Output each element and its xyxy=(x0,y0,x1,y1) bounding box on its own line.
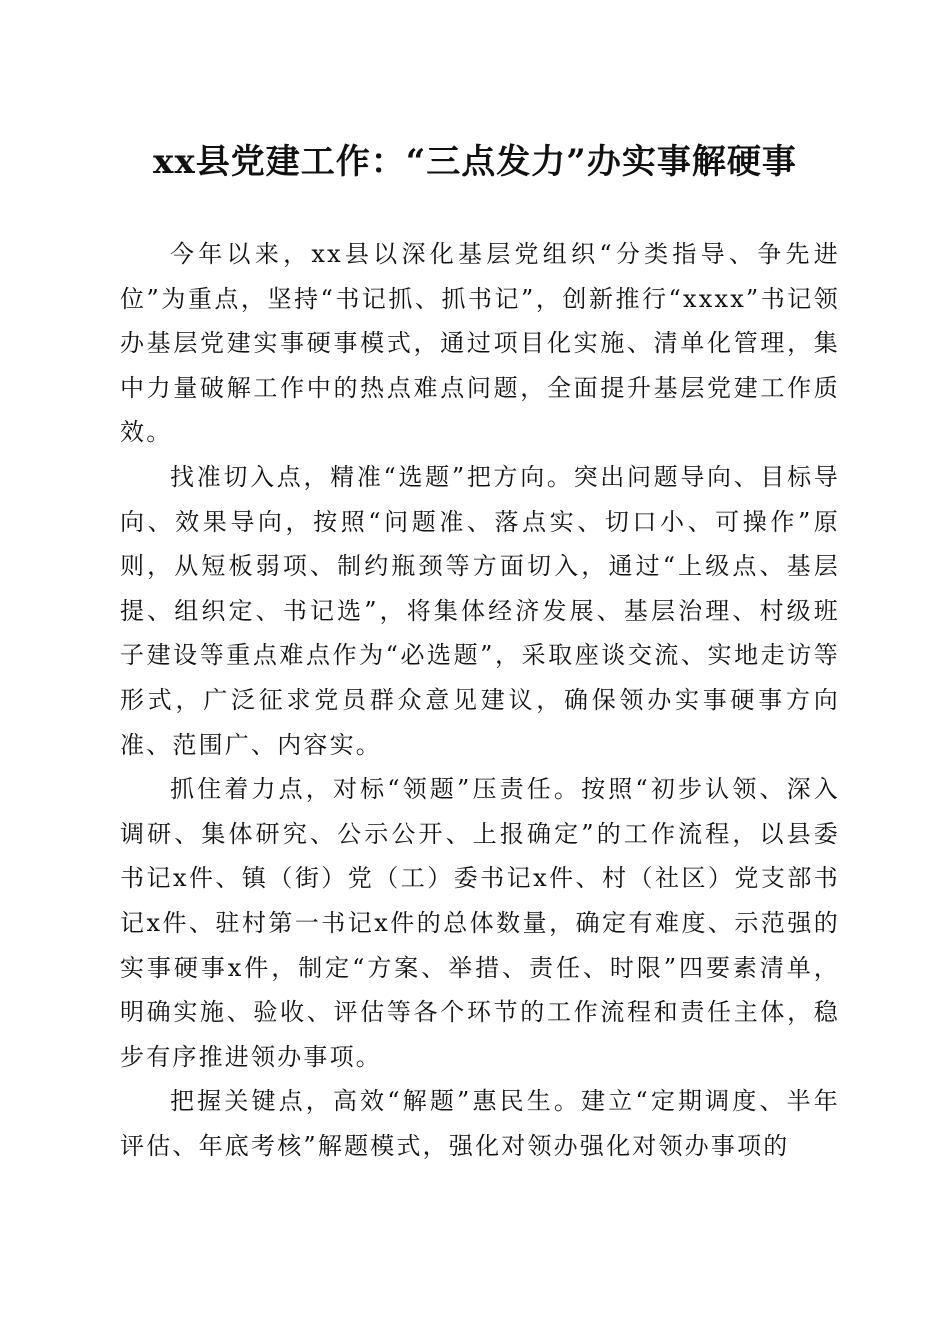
document-title: xx县党建工作：“三点发力”办实事解硬事 xyxy=(153,142,797,182)
paragraph-intro: 今年以来，xx县以深化基层党组织“分类指导、争先进位”为重点，坚持“书记抓、抓书记”，创新推行“xxxx”书记领办基层党建实事硬事模式，通过项目化实施、清单化管理，集中力量破解工作中的热点难点问题，全面提升基层党建工作质效。 xyxy=(120,240,840,447)
paragraph-claim-topic: 抓住着力点，对标“领题”压责任。按照“初步认领、深入调研、集体研究、公示公开、上报确定”的工作流程，以县委书记x件、镇（街）党（工）委书记x件、村（社区）党支部书记x件、驻村第一书记x件的总体数量，确定有难度、示范强的实事硬事x件，制定“方案、举措、责任、时限”四要素清单，明确实施、验收、评估等各个环节的工作流程和责任主体，稳步有序推进领办事项。 xyxy=(120,775,840,1071)
paragraph-solve-topic: 把握关键点，高效“解题”惠民生。建立“定期调度、半年评估、年底考核”解题模式，强化对领办强化对领办事项的 xyxy=(120,1087,840,1160)
document-body xyxy=(120,232,840,1168)
paragraph-select-topic: 找准切入点，精准“选题”把方向。突出问题导向、目标导向、效果导向，按照“问题准、落点实、切口小、可操作”原则，从短板弱项、制约瓶颈等方面切入，通过“上级点、基层提、组织定、书记选”，将集体经济发展、基层治理、村级班子建设等重点难点作为“必选题”，采取座谈交流、实地走访等形式，广泛征求党员群众意见建议，确保领办实事硬事方向准、范围广、内容实。 xyxy=(120,462,840,759)
